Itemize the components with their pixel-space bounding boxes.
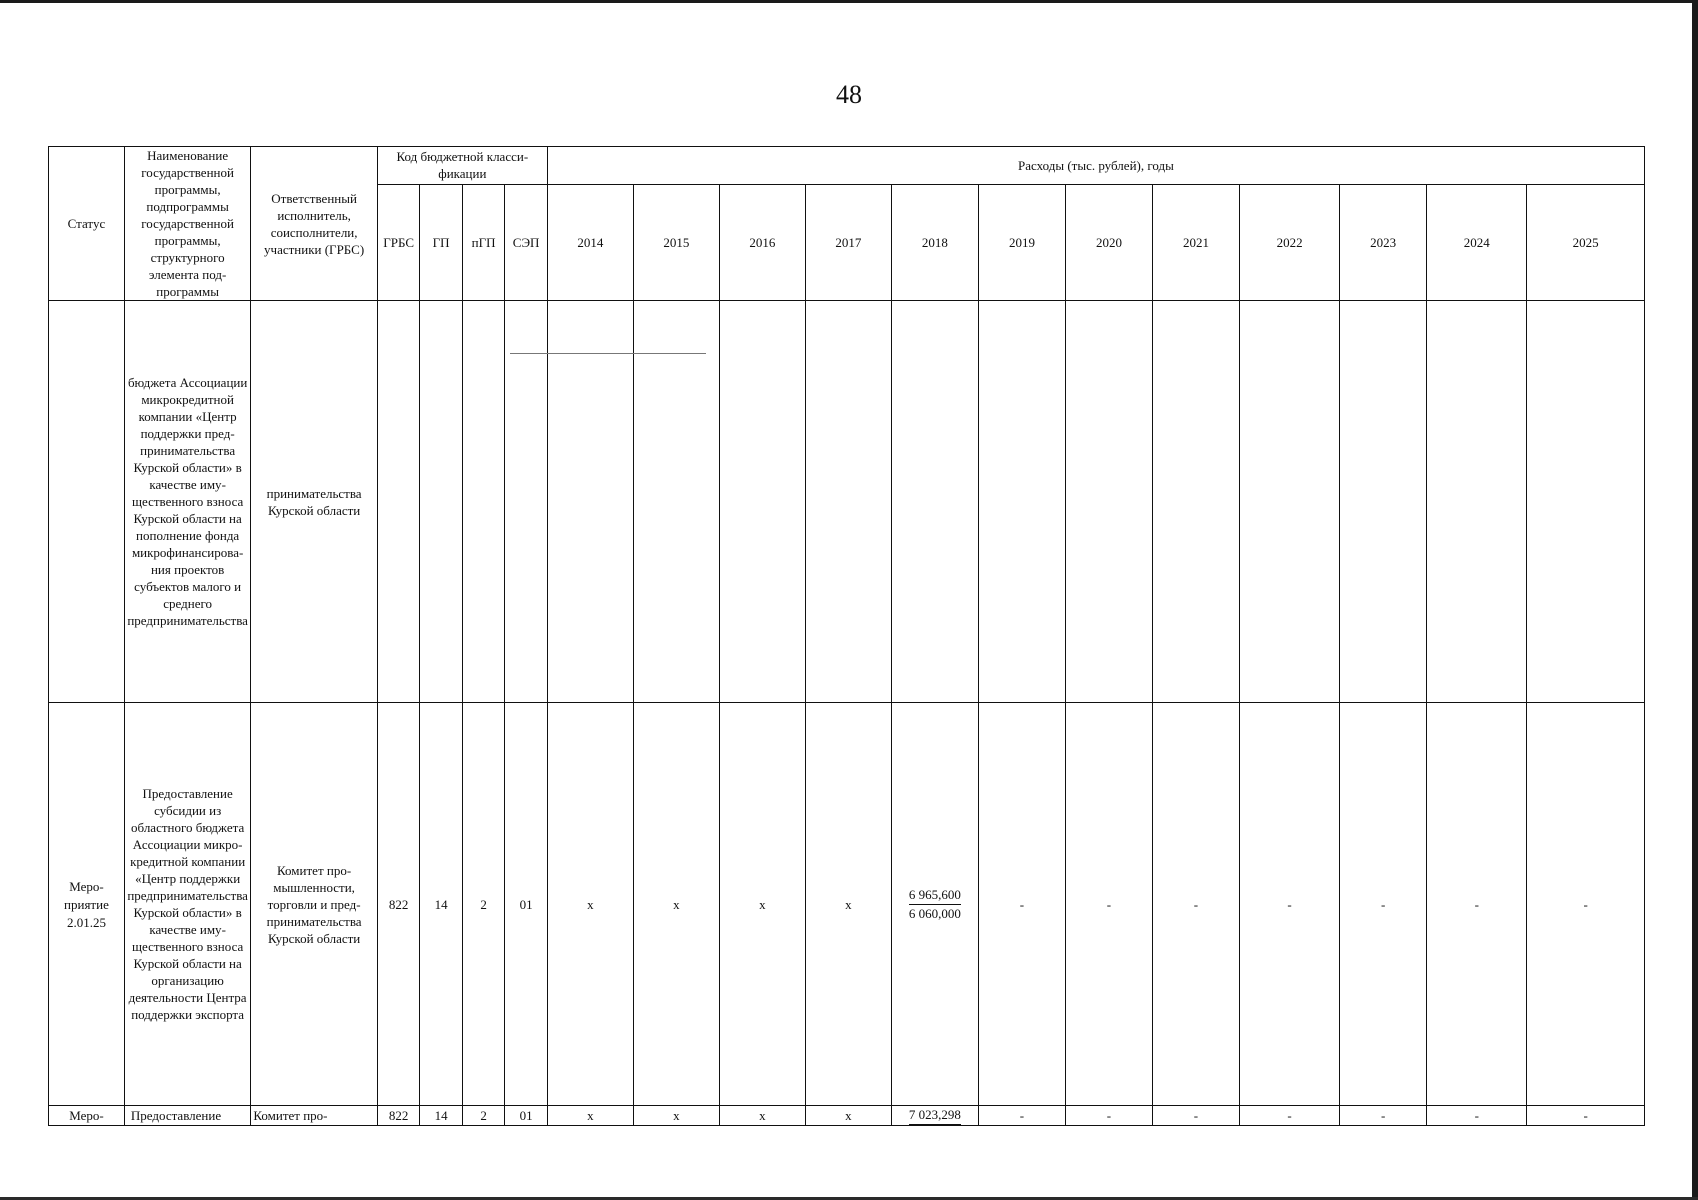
budget-table bbox=[48, 146, 1645, 1126]
header-year: 2024 bbox=[1427, 184, 1527, 300]
page-number: 48 bbox=[836, 80, 862, 109]
cell-2023 bbox=[1340, 301, 1427, 703]
cell-2018 bbox=[891, 301, 978, 703]
table-row bbox=[49, 301, 1645, 703]
cell-2025: - bbox=[1527, 703, 1645, 1106]
cell-2022 bbox=[1239, 301, 1339, 703]
row-responsible: принимательства Курской области bbox=[251, 301, 377, 703]
cell-2019: - bbox=[978, 1106, 1065, 1126]
cell-grbs bbox=[377, 301, 420, 703]
row-responsible: Комитет про- bbox=[251, 1106, 377, 1126]
cell-2019 bbox=[978, 301, 1065, 703]
scan-border-right bbox=[1692, 0, 1698, 1200]
cell-2016: x bbox=[719, 703, 805, 1106]
header-expenses: Расходы (тыс. рублей), годы bbox=[547, 147, 1644, 185]
value-numerator: 7 023,298 bbox=[909, 1106, 961, 1125]
header-gp: ГП bbox=[420, 184, 463, 300]
value-denominator: 6 060,000 bbox=[908, 905, 961, 921]
cell-grbs: 822 bbox=[377, 1106, 420, 1126]
cell-2015: x bbox=[633, 703, 719, 1106]
cell-2022: - bbox=[1239, 1106, 1339, 1126]
cell-2023: - bbox=[1340, 703, 1427, 1106]
row-name: Предоставление bbox=[124, 1106, 250, 1126]
header-status: Статус bbox=[49, 147, 125, 301]
cell-2024: - bbox=[1427, 1106, 1527, 1126]
table-row bbox=[49, 703, 1645, 1106]
header-year: 2017 bbox=[805, 184, 891, 300]
cell-2015: x bbox=[633, 1106, 719, 1126]
header-year: 2016 bbox=[719, 184, 805, 300]
header-grbs: ГРБС bbox=[377, 184, 420, 300]
cell-sep bbox=[505, 301, 548, 703]
row-name: бюджета Ассоциации микрокредитной компании «Центр поддержки предпринимательства Курской области» в качестве имущественного взноса Курской области на пополнение фонда микрофинансирования проектов субъектов малого и среднего предпринимательства bbox=[124, 301, 250, 703]
cell-2014: x bbox=[547, 1106, 633, 1126]
header-year: 2019 bbox=[978, 184, 1065, 300]
cell-2021: - bbox=[1152, 703, 1239, 1106]
header-year: 2015 bbox=[633, 184, 719, 300]
header-sep: СЭП bbox=[505, 184, 548, 300]
cell-2020: - bbox=[1065, 1106, 1152, 1126]
cell-pgp bbox=[462, 301, 505, 703]
stray-scan-line bbox=[510, 353, 706, 354]
cell-2016 bbox=[719, 301, 805, 703]
value-fraction bbox=[909, 1106, 961, 1125]
cell-gp: 14 bbox=[420, 1106, 463, 1126]
cell-2019: - bbox=[978, 703, 1065, 1106]
cell-2018 bbox=[891, 1106, 978, 1126]
cell-2017 bbox=[805, 301, 891, 703]
cell-2025 bbox=[1527, 301, 1645, 703]
cell-2020: - bbox=[1065, 703, 1152, 1106]
cell-sep: 01 bbox=[505, 703, 548, 1106]
cell-2018 bbox=[891, 703, 978, 1106]
table-row bbox=[49, 1106, 1645, 1126]
cell-gp: 14 bbox=[420, 703, 463, 1106]
scan-border-top bbox=[0, 0, 1698, 3]
cell-2016: x bbox=[719, 1106, 805, 1126]
row-status bbox=[49, 301, 125, 703]
header-year: 2023 bbox=[1340, 184, 1427, 300]
cell-2024 bbox=[1427, 301, 1527, 703]
cell-2014 bbox=[547, 301, 633, 703]
row-responsible: Комитет промышленности, торговли и предпринимательства Курской области bbox=[251, 703, 377, 1106]
cell-2024: - bbox=[1427, 703, 1527, 1106]
header-row-1 bbox=[49, 147, 1645, 185]
header-year: 2022 bbox=[1239, 184, 1339, 300]
header-year: 2021 bbox=[1152, 184, 1239, 300]
cell-sep: 01 bbox=[505, 1106, 548, 1126]
header-responsible: Ответственный исполнитель, соисполнители, участники (ГРБС) bbox=[251, 147, 377, 301]
header-budget-code: Код бюджетной классификации bbox=[377, 147, 547, 185]
cell-2021: - bbox=[1152, 1106, 1239, 1126]
header-pgp: пГП bbox=[462, 184, 505, 300]
header-year: 2025 bbox=[1527, 184, 1645, 300]
cell-pgp: 2 bbox=[462, 703, 505, 1106]
row-name: Предоставление субсидии из областного бюджета Ассоциации микрокредитной компании «Центр поддержки предпринимательства Курской области» в качестве имущественного взноса Курской области на организацию деятельности Центра поддержки экспорта bbox=[124, 703, 250, 1106]
header-year: 2020 bbox=[1065, 184, 1152, 300]
cell-2017: x bbox=[805, 703, 891, 1106]
cell-2020 bbox=[1065, 301, 1152, 703]
cell-gp bbox=[420, 301, 463, 703]
cell-2015 bbox=[633, 301, 719, 703]
cell-grbs: 822 bbox=[377, 703, 420, 1106]
cell-pgp: 2 bbox=[462, 1106, 505, 1126]
cell-2025: - bbox=[1527, 1106, 1645, 1126]
cell-2022: - bbox=[1239, 703, 1339, 1106]
header-year: 2018 bbox=[891, 184, 978, 300]
header-year: 2014 bbox=[547, 184, 633, 300]
row-status: Меро- bbox=[49, 1106, 125, 1126]
row-status: Мероприятие 2.01.25 bbox=[49, 703, 125, 1106]
cell-2021 bbox=[1152, 301, 1239, 703]
cell-2017: x bbox=[805, 1106, 891, 1126]
value-fraction bbox=[909, 886, 961, 923]
value-numerator: 6 965,600 bbox=[909, 886, 961, 905]
header-name: Наименование государственной программы, подпрограммы государственной программы, структурного элемента подпрограммы bbox=[124, 147, 250, 301]
cell-2014: x bbox=[547, 703, 633, 1106]
cell-2023: - bbox=[1340, 1106, 1427, 1126]
